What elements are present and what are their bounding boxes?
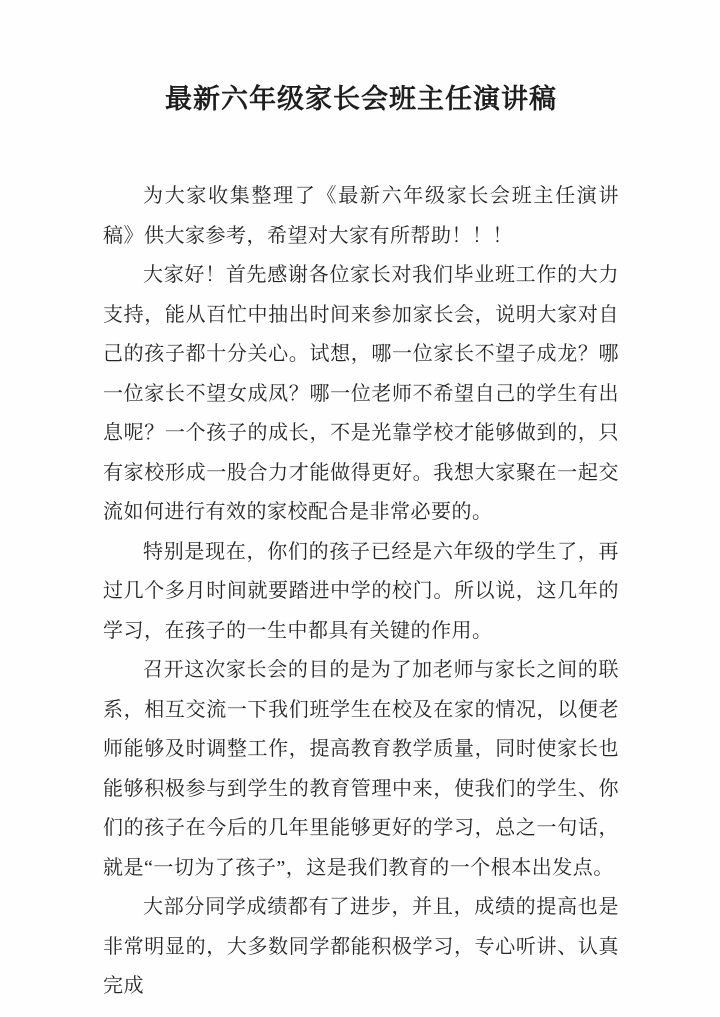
paragraph-progress: 大部分同学成绩都有了进步，并且，成绩的提高也是非常明显的，大多数同学都能积极学习，专心听讲、认真完成 xyxy=(103,896,619,997)
paragraph-sixth-grade: 特别是现在，你们的孩子已经是六年级的学生了，再过几个多月时间就要踏进中学的校门。所以说，这几年的学习，在孩子的一生中都具有关键的作用。 xyxy=(103,540,619,642)
document-body xyxy=(103,177,619,1007)
document-title: 最新六年级家长会班主任演讲稿 xyxy=(165,84,557,114)
paragraph-greeting: 大家好！首先感谢各位家长对我们毕业班工作的大力支持，能从百忙中抽出时间来参加家长会，说明大家对自己的孩子都十分关心。试想，哪一位家长不望子成龙？哪一位家长不望女成凤？哪一位老师不希望自己的学生有出息呢？一个孩子的成长，不是光靠学校才能够做到的，只有家校形成一股合力才能做得更好。我想大家聚在一起交流如何进行有效的家校配合是非常必要的。 xyxy=(103,264,619,523)
paragraph-intro: 为大家收集整理了《最新六年级家长会班主任演讲稿》供大家参考，希望对大家有所帮助！！！ xyxy=(103,185,619,247)
paragraph-meeting-purpose: 召开这次家长会的目的是为了加老师与家长之间的联系，相互交流一下我们班学生在校及在家的情况，以便老师能够及时调整工作，提高教育教学质量，同时使家长也能够积极参与到学生的教育管理中来，使我们的学生、你们的孩子在今后的几年里能够更好的学习，总之一句话，就是“一切为了孩子”，这是我们教育的一个根本出发点。 xyxy=(103,659,619,879)
